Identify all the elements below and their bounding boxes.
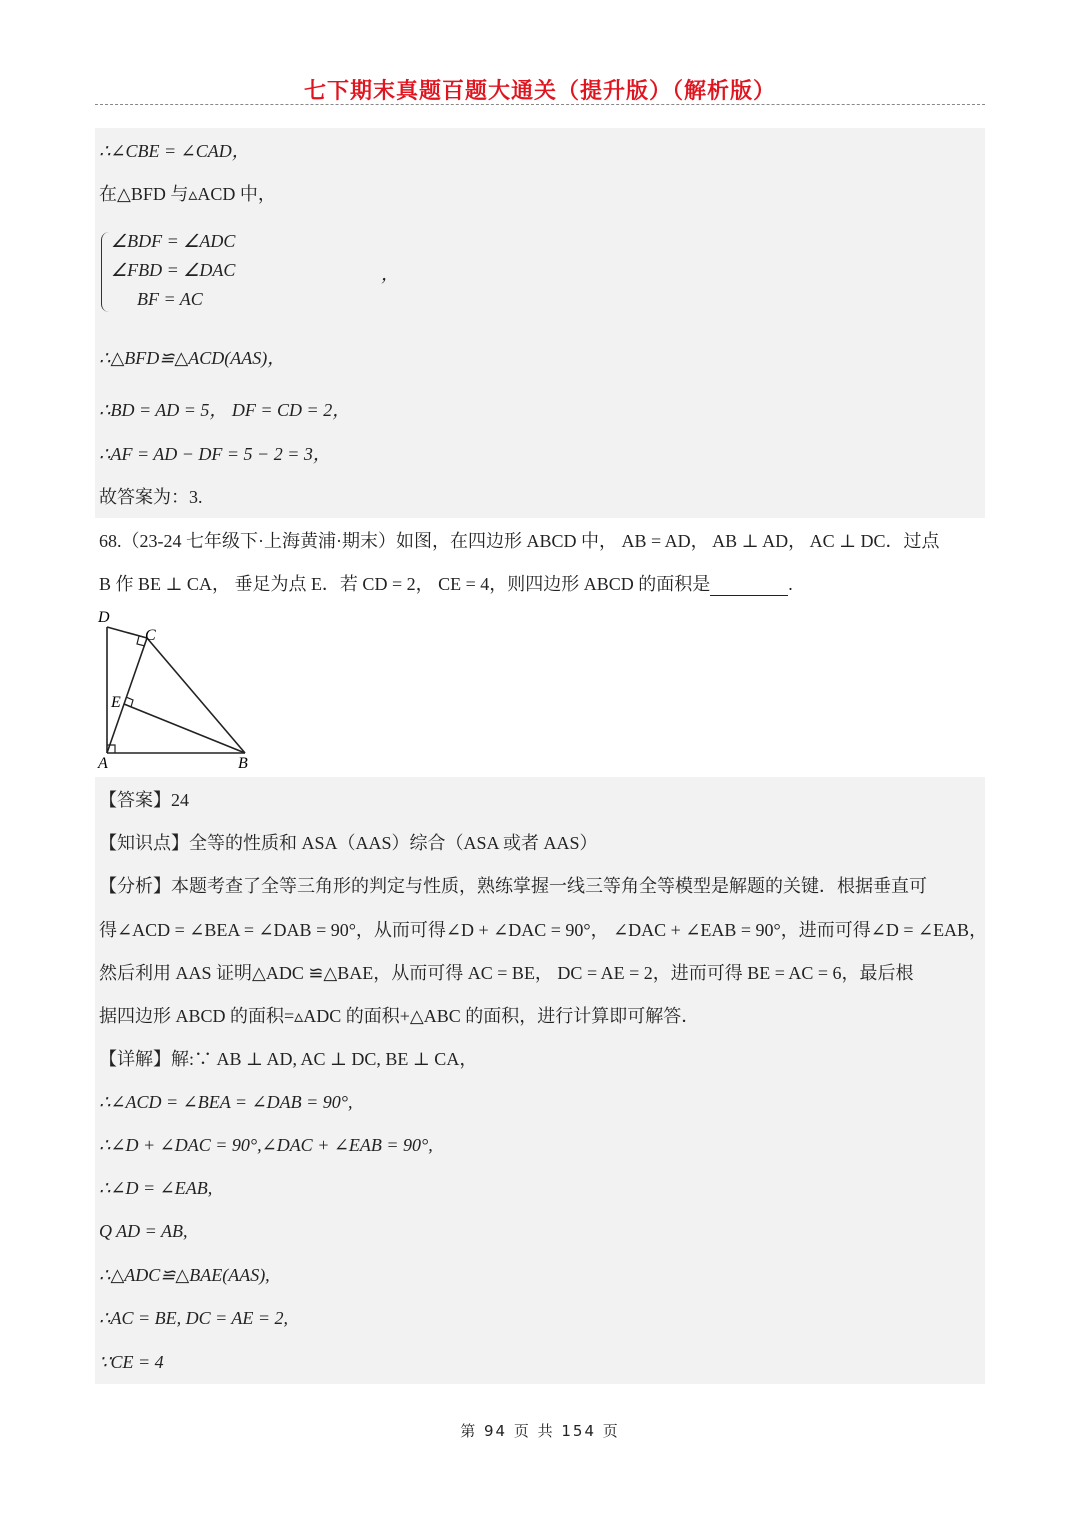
geometry-figure	[92, 605, 272, 775]
detail-line: Q AD = AB,	[99, 1221, 188, 1241]
system-eq: ∠FBD = ∠DAC	[111, 260, 236, 280]
detail-line: ∴∠D + ∠DAC = 90°,∠DAC + ∠EAB = 90°,	[99, 1135, 433, 1155]
detail-line: ∴△ADC≌△BAE(AAS),	[99, 1265, 270, 1285]
solution-line: ∴AF = AD − DF = 5 − 2 = 3，	[99, 444, 331, 464]
analysis-line: 得∠ACD = ∠BEA = ∠DAB = 90°，从而可得∠D + ∠DAC = 90°， ∠DAC + ∠EAB = 90°，进而可得∠D = ∠EAB，	[99, 920, 988, 940]
problem-text-part: .	[788, 574, 793, 594]
problem-text: 68.（23-24 七年级下·上海黄浦·期末）如图，在四边形 ABCD 中， AB = AD， AB ⊥ AD， AC ⊥ DC．过点	[99, 531, 940, 551]
system-comma: ，	[381, 264, 399, 284]
solution-line: ∴△BFD≌△ACD(AAS)，	[99, 348, 286, 368]
label-a: A	[98, 755, 108, 772]
problem-text-part: B 作 BE ⊥ CA， 垂足为点 E．若 CD = 2， CE = 4，则四边形 ABCD 的面积是	[99, 574, 711, 594]
answer-blank	[710, 577, 788, 596]
solution-line: 在△BFD 与▵ACD 中，	[99, 184, 276, 204]
answer-box	[95, 777, 988, 1384]
detail-line: ∴AC = BE, DC = AE = 2,	[99, 1308, 289, 1328]
header-divider	[95, 104, 985, 105]
system-eq: ∠BDF = ∠ADC	[111, 231, 236, 251]
page-number: 第 94 页 共 154 页	[460, 1422, 620, 1440]
equation-system	[99, 228, 419, 316]
knowledge-line: 【知识点】全等的性质和 ASA（AAS）综合（ASA 或者 AAS）	[99, 833, 598, 853]
detail-line: ∴∠D = ∠EAB,	[99, 1178, 213, 1198]
side-cb	[147, 638, 245, 753]
label-d: D	[98, 609, 110, 626]
analysis-line: 据四边形 ABCD 的面积=▵ADC 的面积+△ABC 的面积，进行计算即可解答．	[99, 1006, 700, 1026]
page-header-title: 七下期末真题百题大通关（提升版）（解析版）	[303, 79, 776, 104]
problem-text-2	[99, 572, 793, 596]
label-e: E	[111, 694, 121, 711]
solution-line: ∴∠CBE = ∠CAD，	[99, 141, 250, 161]
analysis-line: 然后利用 AAS 证明△ADC ≌△BAE，从而可得 AC = BE， DC = AE = 2，进而可得 BE = AC = 6，最后根	[99, 963, 914, 983]
segment-be	[124, 704, 245, 753]
analysis-line: 【分析】本题考查了全等三角形的判定与性质，熟练掌握一线三等角全等模型是解题的关键．根据垂直可	[99, 876, 927, 896]
detail-line: ∴∠ACD = ∠BEA = ∠DAB = 90°,	[99, 1092, 353, 1112]
label-b: B	[238, 755, 248, 772]
solution-line: ∴BD = AD = 5， DF = CD = 2，	[99, 400, 351, 420]
side-dc	[107, 627, 147, 638]
brace	[101, 232, 110, 312]
label-c: C	[145, 627, 156, 644]
detail-line: 【详解】解:∵ AB ⊥ AD, AC ⊥ DC, BE ⊥ CA，	[99, 1049, 478, 1069]
solution-line: 故答案为：3.	[99, 487, 203, 507]
system-eq: BF = AC	[137, 289, 203, 309]
detail-line: ∵CE = 4	[99, 1352, 164, 1372]
answer-line: 【答案】24	[99, 790, 189, 810]
